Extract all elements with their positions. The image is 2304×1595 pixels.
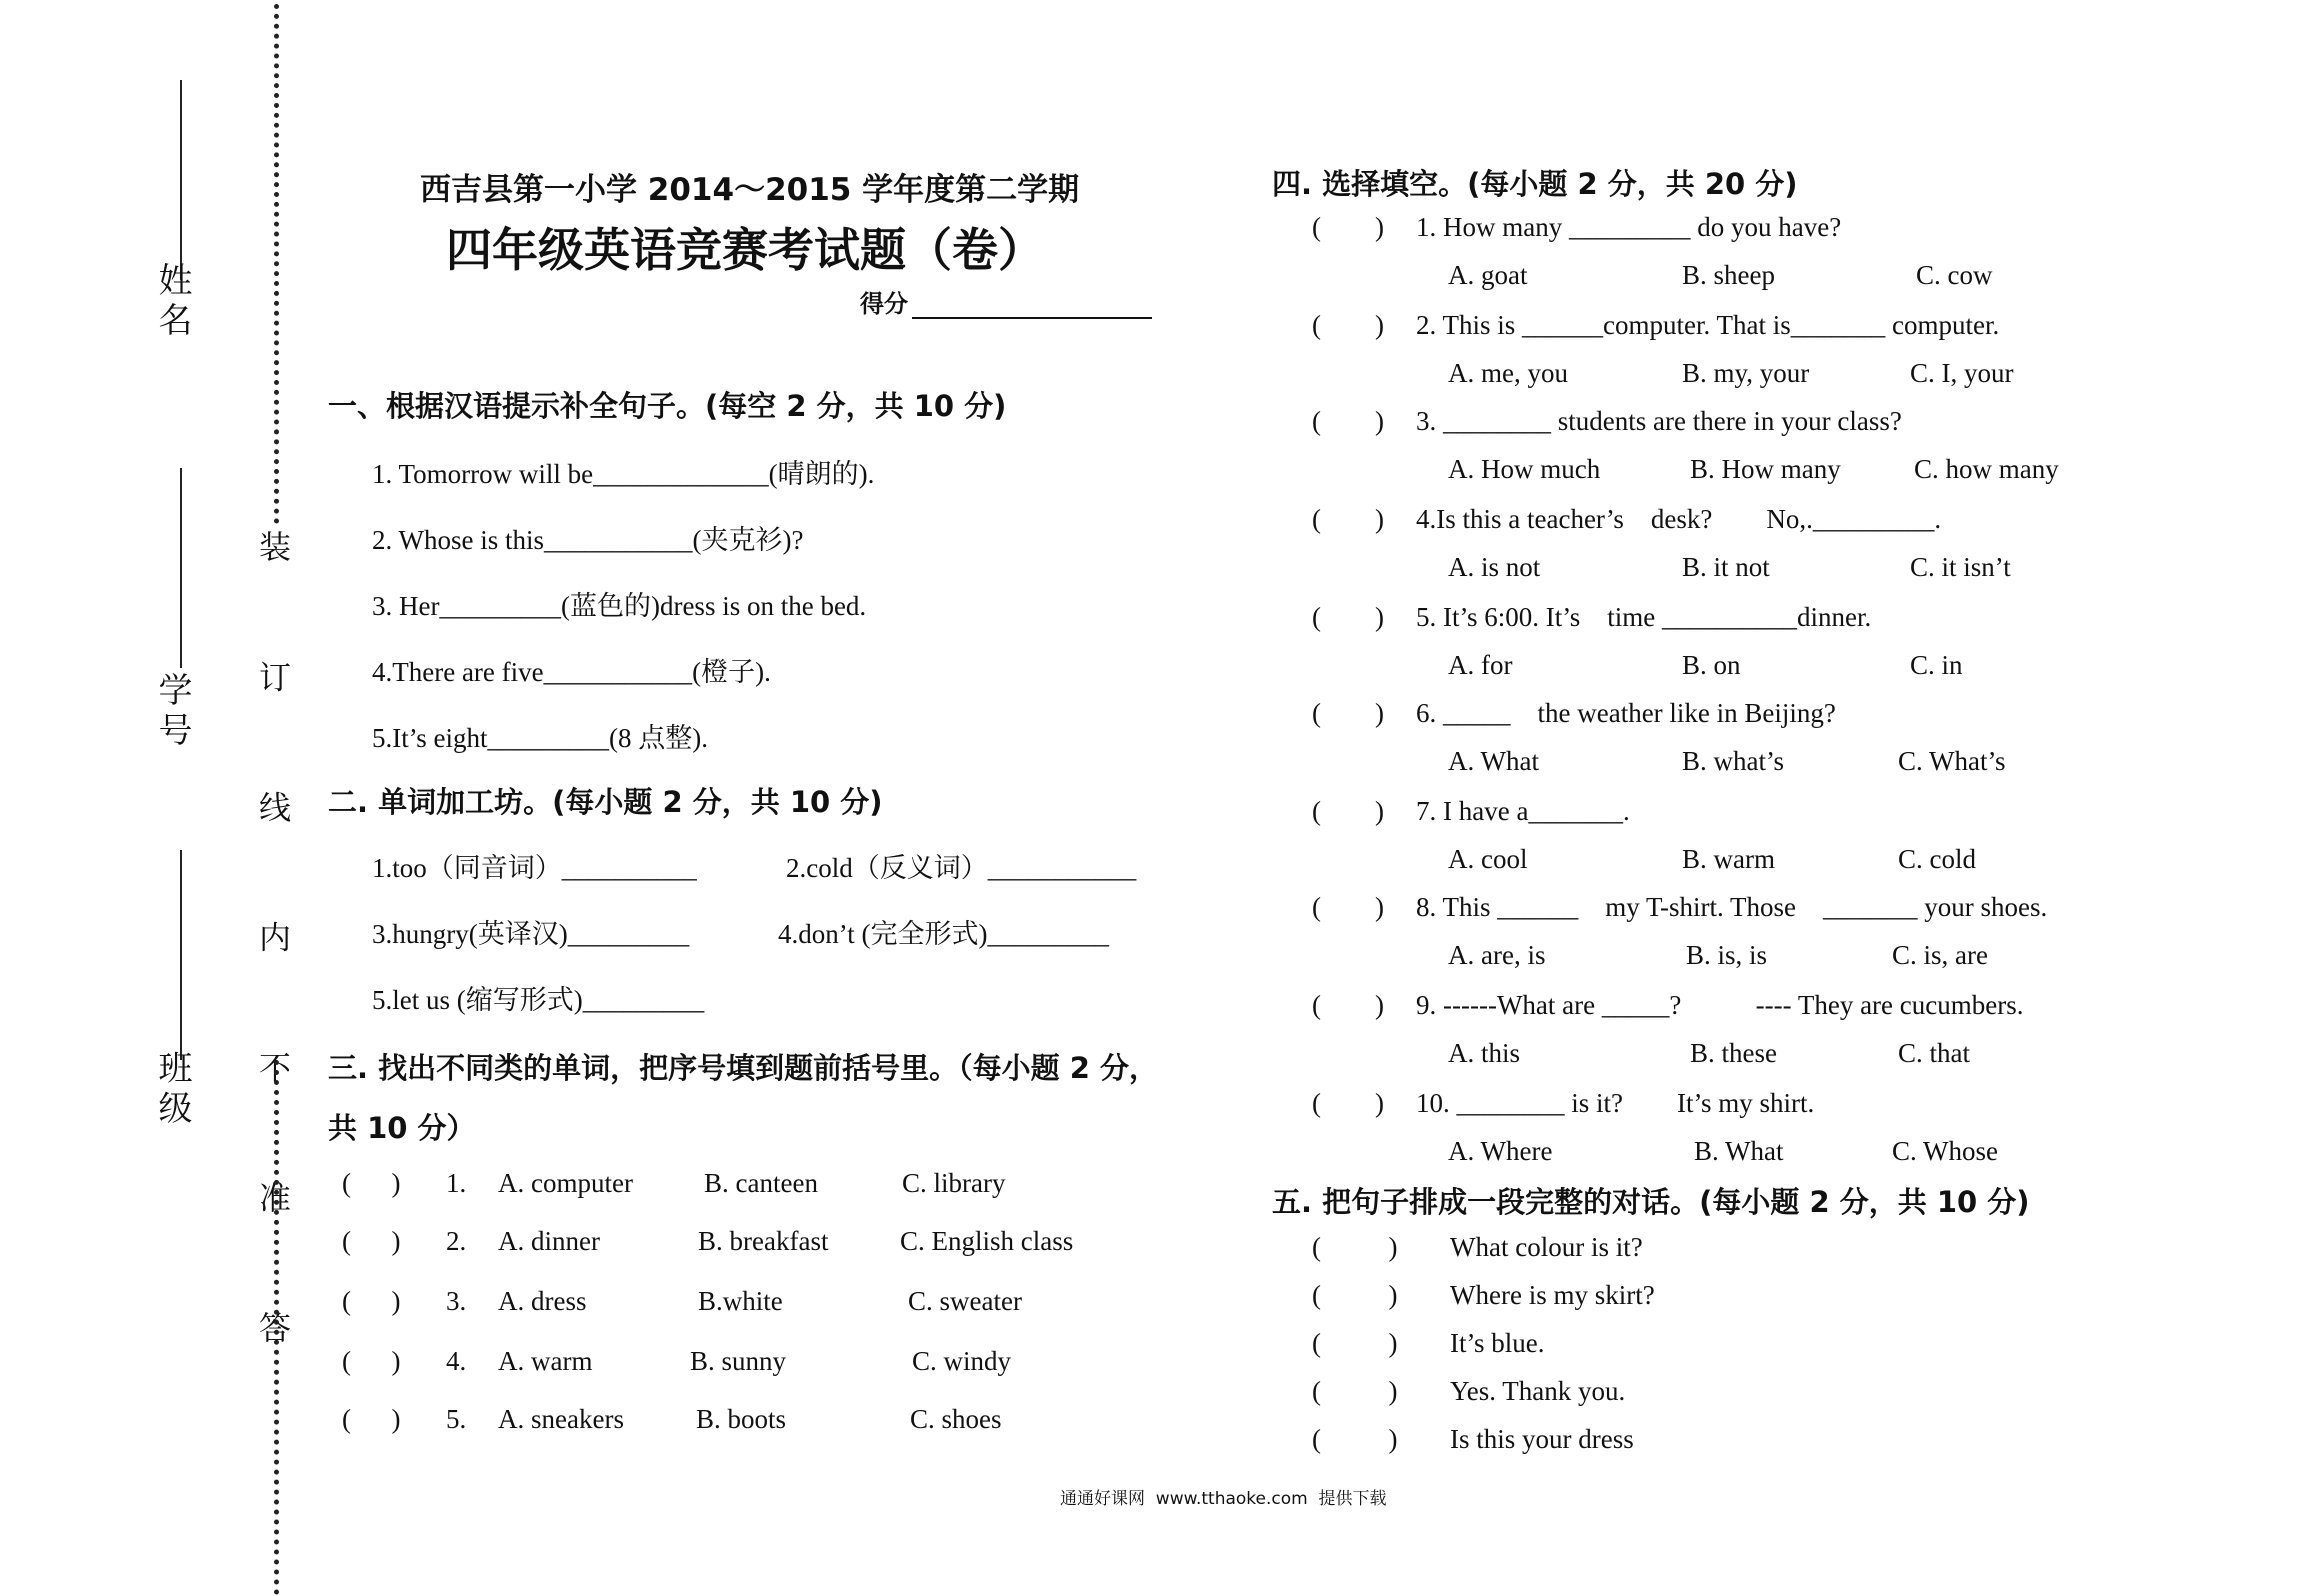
option-c: C. that (1898, 1038, 1970, 1068)
section1-heading: 一、根据汉语提示补全句子。(每空 2 分，共 10 分) (328, 389, 1007, 423)
question-text: 9. ------What are _____? ---- They are cucumbers. (1416, 990, 2024, 1020)
question-text: 2. This is ______computer. That is_______ computer. (1416, 310, 2000, 340)
option-c: C. windy (912, 1346, 1012, 1376)
option-b: B. breakfast (698, 1226, 829, 1256)
option-a: A. How much (1448, 454, 1601, 484)
option-a: A. cool (1448, 844, 1528, 874)
option-a: A. me, you (1448, 358, 1568, 388)
option-a: A. this (1448, 1038, 1521, 1068)
score-label: 得分 (860, 290, 908, 318)
binding-dotted-line-lower (274, 1060, 279, 1595)
name-line (180, 80, 182, 280)
option-c: C. in (1910, 650, 1963, 680)
option-c: C. cow (1916, 260, 1993, 290)
option-b: B. it not (1682, 552, 1770, 582)
school-line: 西吉县第一小学 2014～2015 学年度第二学期 (420, 172, 1080, 208)
option-c: C. shoes (910, 1404, 1002, 1434)
option-a: A. dress (498, 1286, 587, 1316)
option-a: A. dinner (498, 1226, 600, 1256)
section1-item: 2. Whose is this___________(夹克衫)? (372, 525, 804, 555)
name-label: 姓名 (152, 262, 192, 342)
option-a: A. are, is (1448, 940, 1546, 970)
option-c: C. English class (900, 1226, 1074, 1256)
option-b: B. on (1682, 650, 1741, 680)
class-line (180, 850, 182, 1060)
dialog-text: Yes. Thank you. (1450, 1376, 1626, 1406)
section2-heading: 二. 单词加工坊。(每小题 2 分，共 10 分) (328, 785, 883, 819)
binding-dotted-line-upper (274, 4, 279, 524)
item-number: 1. (446, 1168, 467, 1198)
option-c: C. cold (1898, 844, 1976, 874)
section1-item: 5.It’s eight_________(8 点整). (372, 723, 708, 753)
answer-bracket[interactable]: ( ) (342, 1168, 401, 1198)
section2-item: 3.hungry(英译汉)_________ (372, 919, 690, 949)
dialog-text: Is this your dress (1450, 1424, 1634, 1454)
option-b: B. canteen (704, 1168, 818, 1198)
answer-bracket[interactable]: ( ) (1312, 990, 1384, 1020)
question-text: 7. I have a_______. (1416, 796, 1630, 826)
answer-bracket[interactable]: ( ) (1312, 406, 1384, 436)
section2-item: 5.let us (缩写形式)_________ (372, 985, 705, 1015)
option-a: A. is not (1448, 552, 1541, 582)
option-c: C. is, are (1892, 940, 1988, 970)
option-c: C. I, your (1910, 358, 2014, 388)
footer-text: 通通好课网 www.tthaoke.com 提供下载 (1060, 1489, 1387, 1509)
answer-bracket[interactable]: ( ) (1312, 1088, 1384, 1118)
option-b: B. sheep (1682, 260, 1775, 290)
question-text: 5. It’s 6:00. It’s time __________dinner. (1416, 602, 1872, 632)
answer-bracket[interactable]: ( ) (1312, 212, 1384, 242)
option-b: B. What (1694, 1136, 1784, 1166)
question-text: 1. How many _________ do you have? (1416, 212, 1842, 242)
item-number: 3. (446, 1286, 467, 1316)
answer-bracket[interactable]: ( ) (1312, 796, 1384, 826)
option-b: B. boots (696, 1404, 787, 1434)
answer-bracket[interactable]: ( ) (342, 1226, 401, 1256)
answer-bracket[interactable]: ( ) (342, 1404, 401, 1434)
answer-bracket[interactable]: ( ) (1312, 1424, 1398, 1454)
section2-item: 4.don’t (完全形式)_________ (778, 919, 1109, 949)
section1-item: 3. Her_________(蓝色的)dress is on the bed. (372, 591, 867, 621)
score-blank (912, 295, 1152, 319)
dialog-text: Where is my skirt? (1450, 1280, 1655, 1310)
question-text: 8. This ______ my T-shirt. Those _______ your shoes. (1416, 892, 2048, 922)
number-label: 学号 (152, 672, 192, 752)
section3-heading: 三. 找出不同类的单词，把序号填到题前括号里。（每小题 2 分， (328, 1051, 1158, 1085)
item-number: 2. (446, 1226, 467, 1256)
option-a: A. for (1448, 650, 1513, 680)
answer-bracket[interactable]: ( ) (1312, 1328, 1398, 1358)
answer-bracket[interactable]: ( ) (342, 1286, 401, 1316)
option-b: B. is, is (1686, 940, 1768, 970)
item-number: 4. (446, 1346, 467, 1376)
score-field (860, 284, 1152, 319)
option-b: B. sunny (690, 1346, 787, 1376)
option-b: B.white (698, 1286, 783, 1316)
item-number: 5. (446, 1404, 467, 1434)
answer-bracket[interactable]: ( ) (1312, 892, 1384, 922)
section5-heading: 五. 把句子排成一段完整的对话。(每小题 2 分，共 10 分) (1272, 1185, 2030, 1219)
option-a: A. goat (1448, 260, 1528, 290)
option-c: C. Whose (1892, 1136, 1998, 1166)
dialog-text: It’s blue. (1450, 1328, 1545, 1358)
answer-bracket[interactable]: ( ) (1312, 1280, 1398, 1310)
option-c: C. library (902, 1168, 1006, 1198)
answer-bracket[interactable]: ( ) (1312, 698, 1384, 728)
section2-item: 2.cold（反义词）___________ (786, 853, 1137, 883)
question-text: 4.Is this a teacher’s desk? No,._________. (1416, 504, 1942, 534)
option-b: B. these (1690, 1038, 1777, 1068)
answer-bracket[interactable]: ( ) (1312, 1376, 1398, 1406)
option-b: B. what’s (1682, 746, 1785, 776)
option-a: A. warm (498, 1346, 593, 1376)
section1-item: 1. Tomorrow will be_____________(晴朗的). (372, 459, 875, 489)
answer-bracket[interactable]: ( ) (1312, 504, 1384, 534)
option-a: A. Where (1448, 1136, 1553, 1166)
dialog-text: What colour is it? (1450, 1232, 1643, 1262)
question-text: 3. ________ students are there in your class? (1416, 406, 1902, 436)
number-line (180, 468, 182, 668)
seal-text: 装 订 线 内 不 准 答 (254, 530, 292, 1388)
option-c: C. it isn’t (1910, 552, 2011, 582)
option-b: B. my, your (1682, 358, 1810, 388)
section4-heading: 四. 选择填空。(每小题 2 分，共 20 分) (1272, 167, 1798, 201)
section2-item: 1.too（同音词）__________ (372, 853, 697, 883)
answer-bracket[interactable]: ( ) (1312, 310, 1384, 340)
section3-heading-cont: 共 10 分） (328, 1111, 476, 1145)
answer-bracket[interactable]: ( ) (342, 1346, 401, 1376)
option-a: A. What (1448, 746, 1539, 776)
option-c: C. sweater (908, 1286, 1022, 1316)
question-text: 10. ________ is it? It’s my shirt. (1416, 1088, 1815, 1118)
option-a: A. sneakers (498, 1404, 624, 1434)
question-text: 6. _____ the weather like in Beijing? (1416, 698, 1836, 728)
option-b: B. How many (1690, 454, 1841, 484)
answer-bracket[interactable]: ( ) (1312, 602, 1384, 632)
option-b: B. warm (1682, 844, 1775, 874)
page-title: 四年级英语竞赛考试题（卷） (446, 223, 1044, 277)
class-label: 班级 (152, 1050, 192, 1130)
section1-item: 4.There are five___________(橙子). (372, 657, 771, 687)
option-a: A. computer (498, 1168, 633, 1198)
option-c: C. What’s (1898, 746, 2006, 776)
option-c: C. how many (1914, 454, 2059, 484)
answer-bracket[interactable]: ( ) (1312, 1232, 1398, 1262)
